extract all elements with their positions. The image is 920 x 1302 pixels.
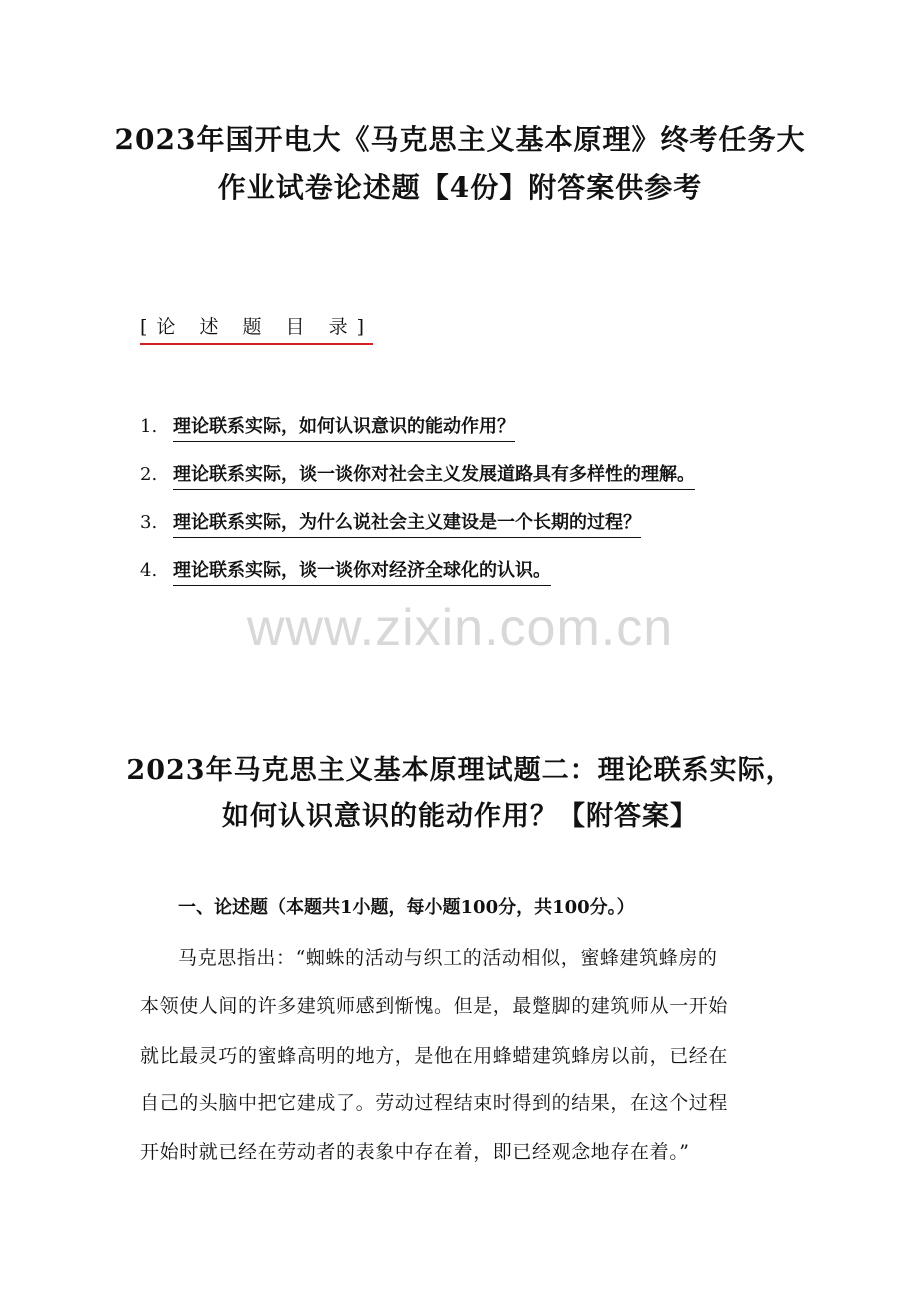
body-line-2: 本领使人间的许多建筑师感到惭愧。但是，最蹩脚的建筑师从一开始 xyxy=(140,995,729,1017)
toc-item-number: 4. xyxy=(140,560,158,581)
toc-item-2[interactable] xyxy=(140,460,695,490)
document-title-line-1: 2023年国开电大《马克思主义基本原理》终考任务大 xyxy=(114,123,806,156)
toc-item-number: 1. xyxy=(140,416,158,437)
section-title-line-1: 2023年马克思主义基本原理试题二：理论联系实际， xyxy=(126,755,794,786)
toc-item-number: 3. xyxy=(140,512,158,533)
toc-item-link[interactable]: 理论联系实际，为什么说社会主义建设是一个长期的过程？ xyxy=(173,508,641,538)
toc-item-4[interactable] xyxy=(140,556,551,586)
body-line-4: 自己的头脑中把它建成了。劳动过程结束时得到的结果，在这个过程 xyxy=(140,1092,729,1114)
body-line-3: 就比最灵巧的蜜蜂高明的地方，是他在用蜂蜡建筑蜂房以前，已经在 xyxy=(140,1045,729,1067)
question-heading: 一、论述题（本题共1小题，每小题100分，共100分。） xyxy=(178,897,635,918)
toc-item-number: 2. xyxy=(140,464,158,485)
body-line-1: 马克思指出：“蜘蛛的活动与织工的活动相似，蜜蜂建筑蜂房的 xyxy=(178,947,718,969)
toc-item-1[interactable] xyxy=(140,412,515,442)
toc-item-link[interactable]: 理论联系实际，谈一谈你对社会主义发展道路具有多样性的理解。 xyxy=(173,460,695,490)
body-line-5: 开始时就已经在劳动者的表象中存在着，即已经观念地存在着。” xyxy=(140,1141,690,1163)
toc-item-3[interactable] xyxy=(140,508,641,538)
document-title-line-2: 作业试卷论述题【4份】附答案供参考 xyxy=(217,171,703,204)
toc-item-link[interactable]: 理论联系实际，如何认识意识的能动作用？ xyxy=(173,412,515,442)
section-title-line-2: 如何认识意识的能动作用？【附答案】 xyxy=(222,801,698,832)
watermark: www.zixin.com.cn xyxy=(246,599,674,657)
toc-heading: [论 述 题 目 录] xyxy=(140,312,373,345)
toc-item-link[interactable]: 理论联系实际，谈一谈你对经济全球化的认识。 xyxy=(173,556,551,586)
